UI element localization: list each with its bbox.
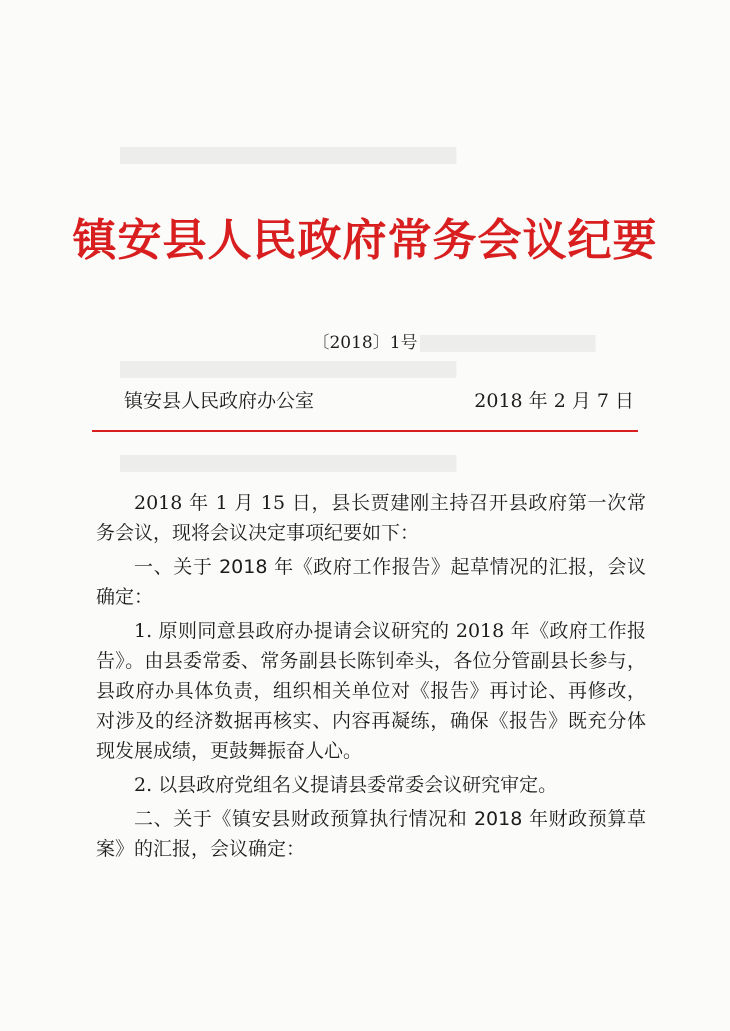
body-paragraph: 1. 原则同意县政府办提请会议研究的 2018 年《政府工作报告》。由县委常委、常务副县长陈钊牵头，各位分管副县长参与，县政府办具体负责，组织相关单位对《报告》再讨论、再修改，对涉及的经济数据再核实、内容再凝练，确保《报告》既充分体现发展成绩，更鼓舞振奋人心。 [96, 620, 646, 762]
body-paragraph: 2018 年 1 月 15 日，县长贾建刚主持召开县政府第一次常务会议，现将会议决定事项纪要如下： [96, 492, 646, 544]
bleed-through-texture: ▆▆▆▆▆▆▆▆▆▆▆▆▆▆▆▆▆▆▆▆▆▆▆ [120, 450, 457, 472]
issuing-office: 镇安县人民政府办公室 [124, 390, 315, 412]
section-heading: 一、关于 2018 年《政府工作报告》起草情况的汇报，会议确定： [96, 556, 646, 608]
bleed-through-texture: ▆▆▆▆▆▆▆▆▆▆▆▆ [420, 330, 596, 352]
document-title: 镇安县人民政府常务会议纪要 [72, 215, 658, 266]
bleed-through-texture: ▆▆▆▆▆▆▆▆▆▆▆▆▆▆▆▆▆▆▆▆▆▆▆ [120, 142, 457, 164]
issue-date: 2018 年 2 月 7 日 [474, 390, 634, 412]
body-paragraph: 2. 以县政府党组名义提请县委常委会议研究审定。 [134, 774, 558, 796]
red-separator-rule [92, 430, 638, 432]
bleed-through-texture: ▆▆▆▆▆▆▆▆▆▆▆▆▆▆▆▆▆▆▆▆▆▆▆ [120, 356, 457, 378]
document-body [96, 488, 646, 868]
document-number: 〔2018〕1号 [312, 333, 418, 353]
section-heading: 二、关于《镇安县财政预算执行情况和 2018 年财政预算草案》的汇报，会议确定： [96, 808, 646, 860]
